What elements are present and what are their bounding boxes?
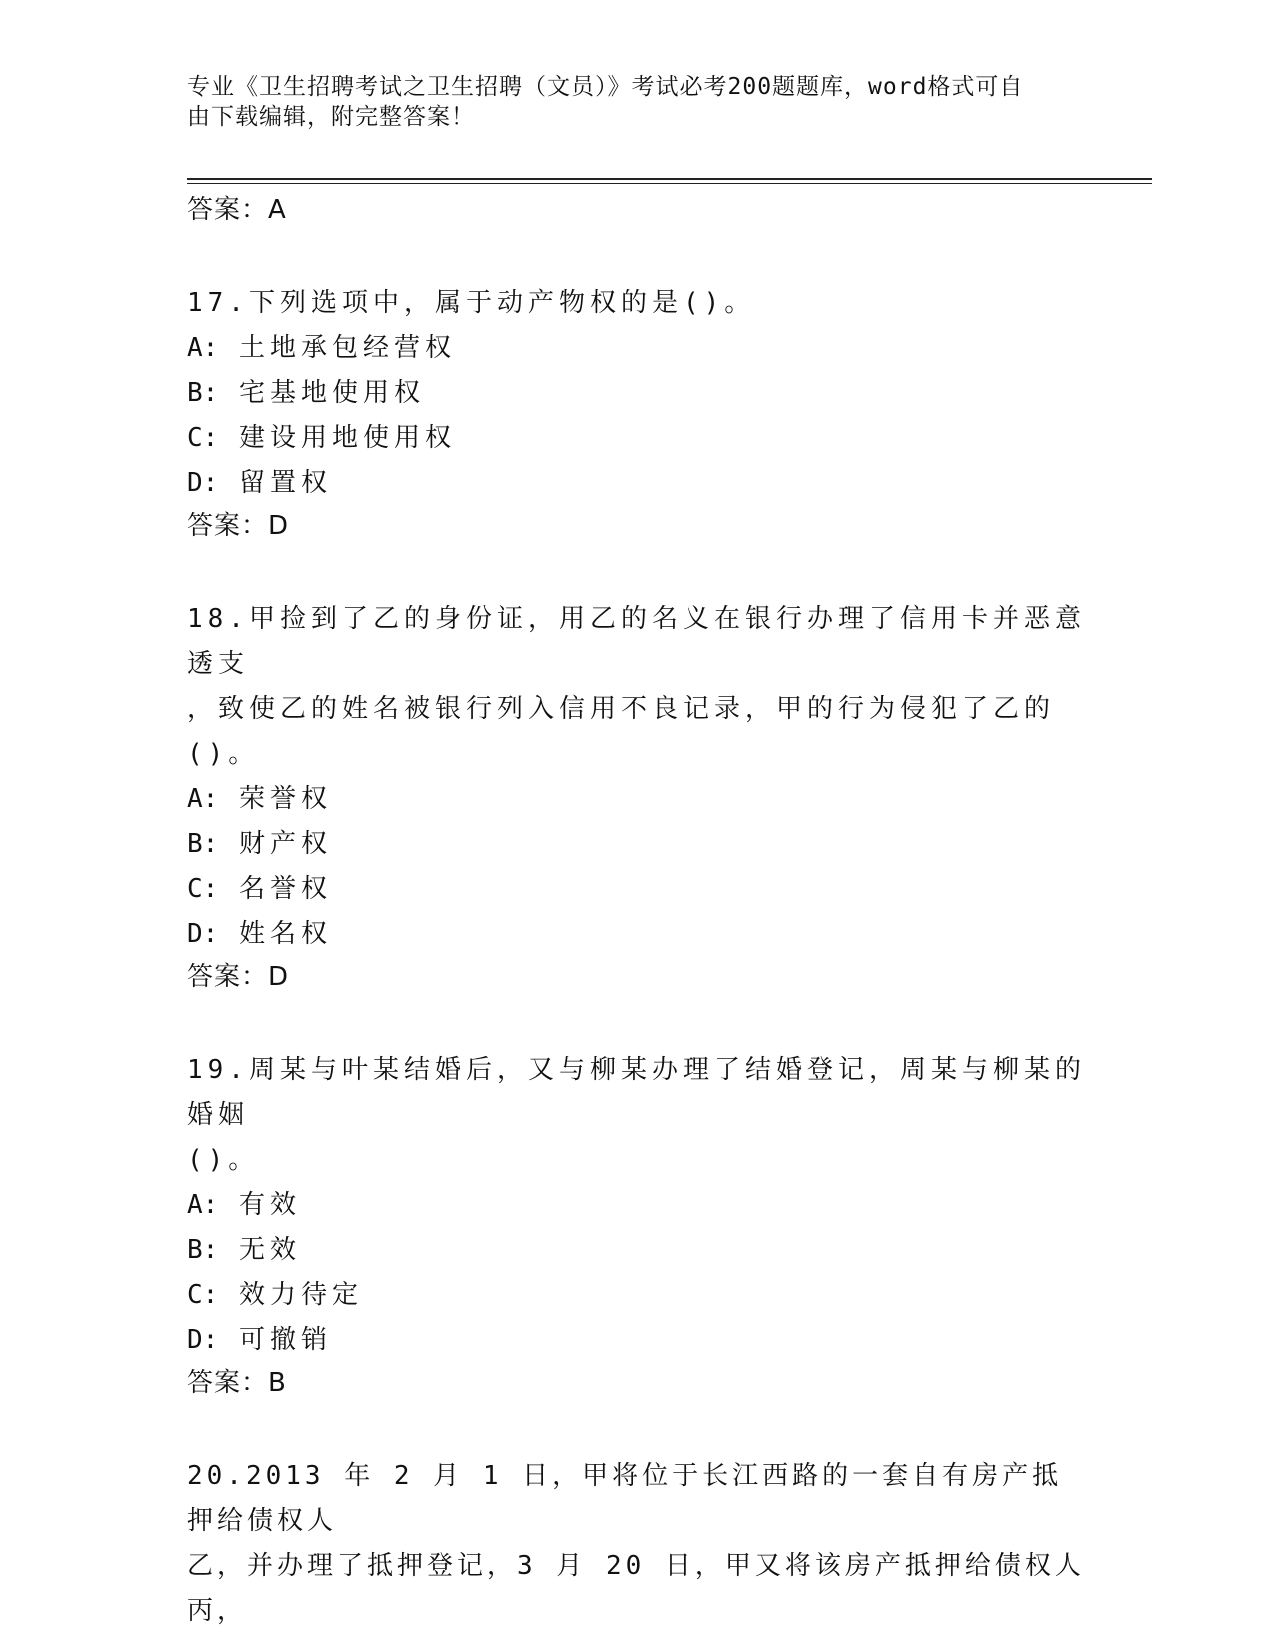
option-a <box>187 777 1087 822</box>
header-divider-thin <box>187 183 1152 184</box>
question-18 <box>187 597 1087 997</box>
question-stem-line-2: ，致使乙的姓名被银行列入信用不良记录，甲的行为侵犯了乙的()。 <box>187 694 1056 769</box>
question-stem-line-2: 乙，并办理了抵押登记，3 月 20 日，甲又将该房产抵押给债权人丙， <box>187 1551 1085 1626</box>
option-c <box>187 416 1087 461</box>
question-stem: 17.下列选项中，属于动产物权的是()。 <box>187 288 756 318</box>
option-d <box>187 1318 1087 1363</box>
option-text: 效力待定 <box>238 1280 363 1310</box>
question-list <box>187 190 1087 1634</box>
previous-answer: 答案：A <box>187 195 287 225</box>
header-divider <box>187 178 1152 180</box>
answer-line: 答案：D <box>187 511 290 541</box>
option-key: A: <box>187 1190 219 1220</box>
option-text: 无效 <box>238 1235 301 1265</box>
option-b <box>187 371 1087 416</box>
option-text: 建设用地使用权 <box>238 423 456 453</box>
option-key: D: <box>187 919 219 949</box>
option-text: 荣誉权 <box>238 784 332 814</box>
option-key: D: <box>187 468 219 498</box>
question-20 <box>187 1454 1087 1634</box>
document-header <box>187 72 1067 132</box>
option-text: 宅基地使用权 <box>238 378 425 408</box>
answer-line: 答案：B <box>187 1368 287 1398</box>
option-key: C: <box>187 874 219 904</box>
option-d <box>187 461 1087 506</box>
option-text: 有效 <box>238 1190 301 1220</box>
question-stem-line-1: 19.周某与叶某结婚后，又与柳某办理了结婚登记，周某与柳某的婚姻 <box>187 1055 1086 1130</box>
header-line-2: 由下载编辑，附完整答案！ <box>187 104 475 130</box>
option-key: B: <box>187 378 219 408</box>
question-19 <box>187 1048 1087 1403</box>
option-key: C: <box>187 1280 219 1310</box>
option-key: A: <box>187 333 219 363</box>
option-key: C: <box>187 423 219 453</box>
option-d <box>187 912 1087 957</box>
option-text: 可撤销 <box>238 1325 332 1355</box>
option-b <box>187 1228 1087 1273</box>
answer-line: 答案：D <box>187 962 290 992</box>
option-key: B: <box>187 1235 219 1265</box>
option-a <box>187 326 1087 371</box>
option-a <box>187 1183 1087 1228</box>
option-c <box>187 867 1087 912</box>
option-c <box>187 1273 1087 1318</box>
option-text: 留置权 <box>238 468 332 498</box>
option-key: B: <box>187 829 219 859</box>
option-text: 姓名权 <box>238 919 332 949</box>
option-b <box>187 822 1087 867</box>
question-stem-line-1: 18.甲捡到了乙的身份证，用乙的名义在银行办理了信用卡并恶意透支 <box>187 604 1086 679</box>
option-key: D: <box>187 1325 219 1355</box>
header-line-1: 专业《卫生招聘考试之卫生招聘（文员）》考试必考200题题库，word格式可自 <box>187 74 1024 100</box>
option-text: 土地承包经营权 <box>238 333 456 363</box>
option-key: A: <box>187 784 219 814</box>
question-stem-line-1: 20.2013 年 2 月 1 日，甲将位于长江西路的一套自有房产抵押给债权人 <box>187 1461 1063 1536</box>
question-17 <box>187 281 1087 546</box>
option-text: 财产权 <box>238 829 332 859</box>
question-stem-line-2: ()。 <box>187 1145 260 1175</box>
option-text: 名誉权 <box>238 874 332 904</box>
